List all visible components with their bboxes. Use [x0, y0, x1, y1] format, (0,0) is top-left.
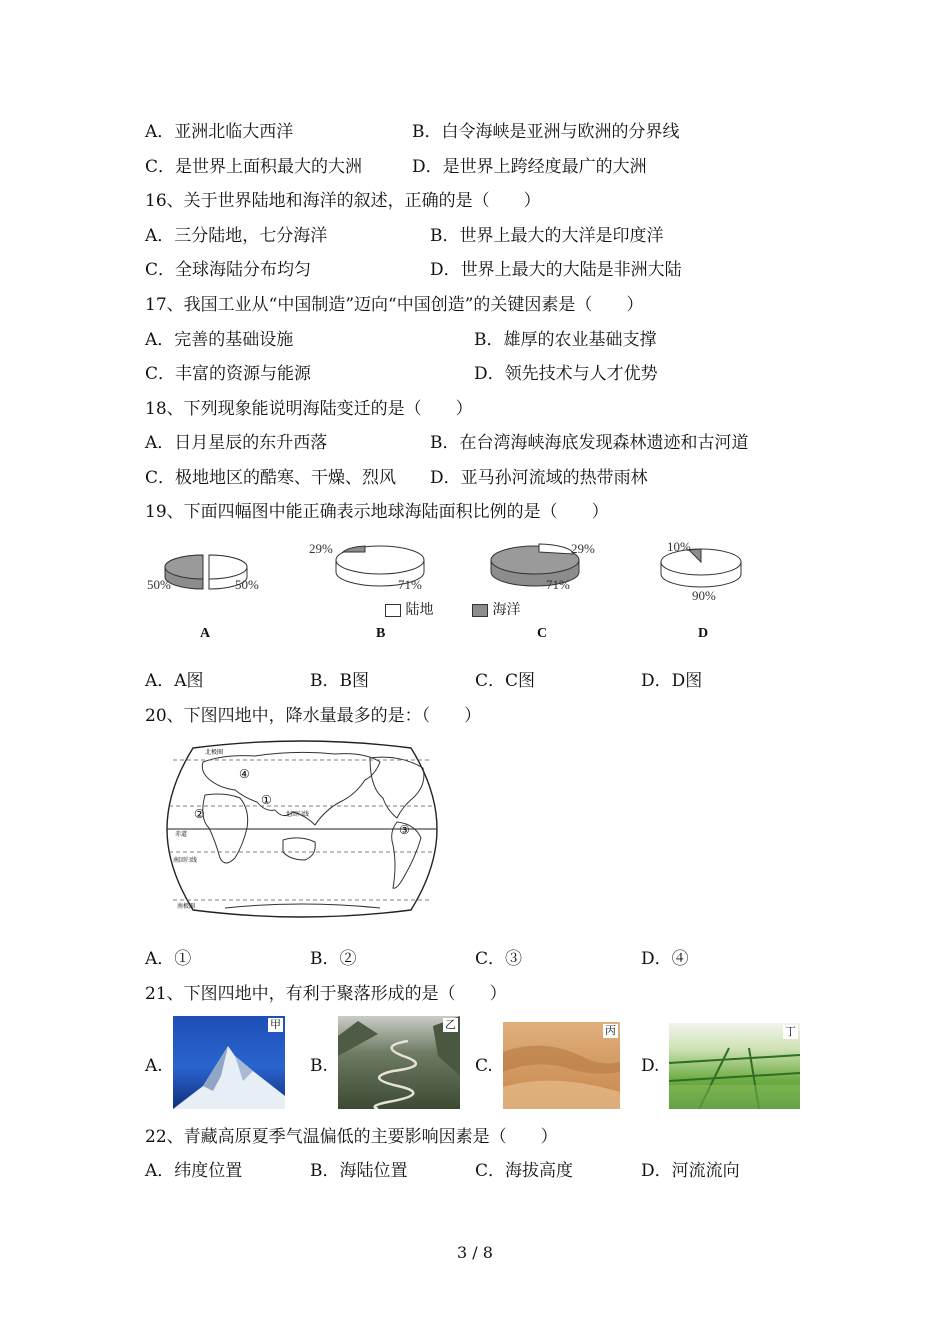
q20-option-c: C．③: [475, 949, 523, 969]
pie-a-ocean-label: 50%: [147, 577, 171, 592]
pie-d-caption: D: [698, 626, 709, 641]
q19-stem: 19、下面四幅图中能正确表示地球海陆面积比例的是（ ）: [145, 502, 609, 522]
map-point-2: ②: [194, 807, 205, 821]
q17-option-d: D．领先技术与人才优势: [474, 364, 658, 384]
farmland-illustration: [669, 1023, 800, 1109]
q19-option-b: B．B图: [310, 671, 369, 691]
map-label-arctic: 北极圈: [205, 749, 224, 756]
photo-winding-road: [338, 1016, 460, 1109]
q15-option-d: D．是世界上跨经度最广的大洲: [412, 157, 647, 177]
page-number: 3 / 8: [457, 1243, 493, 1262]
q16-option-c: C．全球海陆分布均匀: [145, 260, 312, 280]
photo-tag-c: 丙: [605, 1024, 616, 1037]
pie-a-caption: A: [200, 626, 211, 641]
pie-a-land-label: 50%: [235, 577, 259, 592]
q20-option-a: A．①: [145, 949, 192, 969]
winding-road-illustration: [338, 1016, 460, 1109]
q22-option-c: C．海拔高度: [475, 1161, 574, 1181]
q17-stem: 17、我国工业从“中国制造”迈向“中国创造”的关键因素是（ ）: [145, 295, 644, 315]
q19-option-c: C．C图: [475, 671, 536, 691]
pie-c-land-label: 29%: [571, 541, 595, 556]
photo-farmland: [669, 1023, 800, 1109]
q19-option-d: D．D图: [641, 671, 703, 691]
legend-ocean: [472, 599, 520, 619]
pie-b-land-label: 71%: [398, 577, 422, 592]
legend-ocean-label: 海洋: [492, 602, 521, 618]
map-point-3: ③: [399, 823, 410, 837]
legend-land: [385, 599, 433, 619]
q15-option-a: A．亚洲北临大西洋: [145, 122, 294, 142]
legend-land-swatch: [385, 604, 401, 617]
q21-option-c: C.: [475, 1056, 493, 1076]
map-label-antarctic: 南极圈: [177, 903, 196, 910]
pie-c-ocean-label: 71%: [546, 577, 570, 592]
pie-b-ocean-slice: [343, 546, 365, 552]
q20-stem: 20、下图四地中，降水量最多的是：（ ）: [145, 706, 482, 726]
q17-option-b: B．雄厚的农业基础支撑: [474, 330, 657, 350]
q20-option-d: D．④: [641, 949, 689, 969]
pie-c-land-slice: [539, 544, 573, 554]
pie-b-caption: B: [376, 626, 386, 641]
photo-tag-b: 乙: [445, 1018, 456, 1031]
q21-option-b: B.: [310, 1056, 328, 1076]
map-point-1: ①: [261, 793, 272, 807]
q22-option-b: B．海陆位置: [310, 1161, 408, 1181]
q18-stem: 18、下列现象能说明海陆变迁的是（ ）: [145, 399, 473, 419]
q16-stem: 16、关于世界陆地和海洋的叙述，正确的是（ ）: [145, 191, 541, 211]
photo-tag-d: 丁: [785, 1025, 796, 1038]
q18-option-a: A．日月星辰的东升西落: [145, 433, 328, 453]
q21-option-d: D.: [641, 1056, 660, 1076]
world-map: [165, 740, 440, 918]
q21-stem: 21、下图四地中，有利于聚落形成的是（ ）: [145, 984, 507, 1004]
map-label-tropic-south: 南回归线: [173, 857, 198, 864]
photo-desert: [503, 1022, 620, 1109]
pie-c-caption: C: [537, 626, 548, 641]
q22-option-d: D．河流流向: [641, 1161, 740, 1181]
q16-option-b: B．世界上最大的大洋是印度洋: [430, 226, 664, 246]
pie-b-ocean-label: 29%: [309, 541, 333, 556]
q18-option-b: B．在台湾海峡海底发现森林遗迹和古河道: [430, 433, 749, 453]
photo-tag-a: 甲: [270, 1018, 281, 1031]
pie-d-ocean-label: 10%: [667, 539, 691, 554]
q19-option-a: A．A图: [145, 671, 204, 691]
photo-snow-mountain: [173, 1016, 285, 1109]
pie-d-land-label: 90%: [692, 588, 716, 603]
map-label-tropic-north: 北回归线: [285, 811, 310, 818]
legend-land-label: 陆地: [405, 602, 434, 618]
legend-ocean-swatch: [472, 604, 488, 617]
q21-option-a: A.: [145, 1056, 163, 1076]
q15-option-c: C．是世界上面积最大的大洲: [145, 157, 363, 177]
q22-option-a: A．纬度位置: [145, 1161, 243, 1181]
q18-option-c: C．极地地区的酷寒、干燥、烈风: [145, 468, 397, 488]
map-point-4: ④: [239, 767, 250, 781]
q22-stem: 22、青藏高原夏季气温偏低的主要影响因素是（ ）: [145, 1127, 558, 1147]
q17-option-c: C．丰富的资源与能源: [145, 364, 312, 384]
q16-option-d: D．世界上最大的大陆是非洲大陆: [430, 260, 682, 280]
q15-option-b: B．白令海峡是亚洲与欧洲的分界线: [412, 122, 680, 142]
map-label-equator: 赤道: [175, 831, 188, 838]
q16-option-a: A．三分陆地，七分海洋: [145, 226, 328, 246]
q20-option-b: B．②: [310, 949, 357, 969]
q18-option-d: D．亚马孙河流域的热带雨林: [430, 468, 648, 488]
q17-option-a: A．完善的基础设施: [145, 330, 294, 350]
